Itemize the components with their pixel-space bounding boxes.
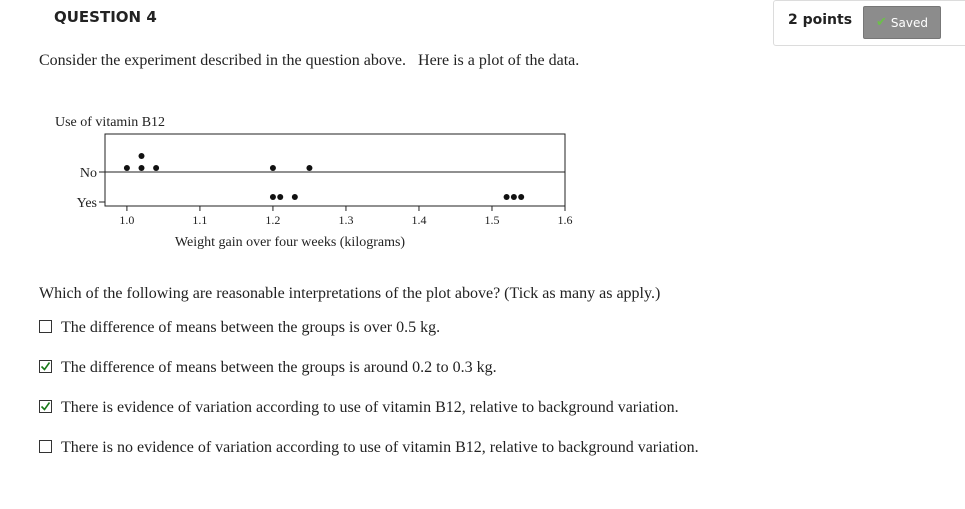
option-4[interactable] xyxy=(39,437,731,459)
category-label: No xyxy=(79,166,97,181)
points-label: 2 points xyxy=(788,12,853,28)
option-4-text: There is no evidence of variation according to use of vitamin B12, relative to background variation. xyxy=(61,439,699,456)
x-tick-label: 1.5 xyxy=(484,213,500,227)
question-prompt: Which of the following are reasonable interpretations of the plot above? (Tick as many as apply.) xyxy=(39,285,661,302)
x-tick-label: 1.6 xyxy=(557,213,573,227)
data-point xyxy=(139,165,145,171)
saved-status-badge xyxy=(863,6,941,39)
intro-text: Consider the experiment described in the question above. Here is a plot of the data. xyxy=(39,52,580,69)
option-2[interactable] xyxy=(39,357,731,379)
data-point xyxy=(124,165,130,171)
checkmark-icon xyxy=(40,361,51,372)
data-point xyxy=(511,194,517,200)
x-axis-label: Weight gain over four weeks (kilograms) xyxy=(174,235,406,250)
option-3[interactable] xyxy=(39,397,731,419)
plot-title: Use of vitamin B12 xyxy=(55,115,166,130)
data-point xyxy=(306,165,312,171)
option-2-text: The difference of means between the groups is around 0.2 to 0.3 kg. xyxy=(61,359,497,376)
data-point xyxy=(292,194,298,200)
x-tick-label: 1.1 xyxy=(192,213,208,227)
plot-frame xyxy=(105,134,565,206)
question-title: QUESTION 4 xyxy=(54,8,157,26)
x-tick-label: 1.3 xyxy=(338,213,354,227)
x-tick-label: 1.0 xyxy=(119,213,135,227)
data-point xyxy=(504,194,510,200)
data-point xyxy=(277,194,283,200)
checkmark-icon xyxy=(40,401,51,412)
option-3-text: There is evidence of variation according to use of vitamin B12, relative to background variation. xyxy=(61,399,679,416)
data-point xyxy=(518,194,524,200)
checkbox-option-3[interactable] xyxy=(39,400,52,413)
check-icon: ✔ xyxy=(876,15,887,30)
option-1[interactable] xyxy=(39,317,731,339)
points-panel xyxy=(773,0,965,46)
checkbox-option-1[interactable] xyxy=(39,320,52,333)
saved-label: Saved xyxy=(890,15,928,30)
x-tick-label: 1.2 xyxy=(265,213,281,227)
data-point xyxy=(270,165,276,171)
x-tick-label: 1.4 xyxy=(411,213,427,227)
option-1-text: The difference of means between the groups is over 0.5 kg. xyxy=(61,319,441,336)
data-point xyxy=(139,153,145,159)
checkbox-option-2[interactable] xyxy=(39,360,52,373)
dot-plot xyxy=(50,108,590,258)
category-label: Yes xyxy=(76,196,97,211)
data-point xyxy=(153,165,159,171)
checkbox-option-4[interactable] xyxy=(39,440,52,453)
data-point xyxy=(270,194,276,200)
